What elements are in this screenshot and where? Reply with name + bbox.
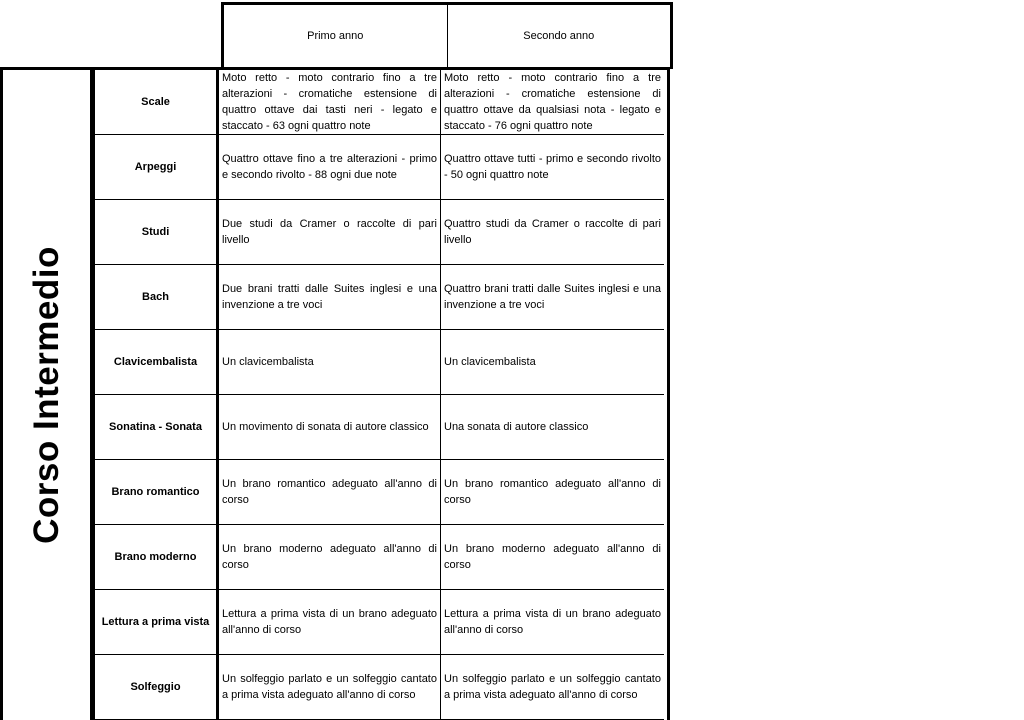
row-subject: Arpeggi xyxy=(93,135,216,200)
row-year2 xyxy=(440,525,664,590)
row-year1 xyxy=(216,200,440,265)
row-year1-text: Un brano moderno adeguato all'anno di corso xyxy=(222,543,437,571)
row-subject: Lettura a prima vista xyxy=(93,590,216,655)
row-year2-text: Quattro studi da Cramer o raccolte di pari livello xyxy=(444,218,661,246)
row-subject: Brano moderno xyxy=(93,525,216,590)
row-subject: Studi xyxy=(93,200,216,265)
row-year2 xyxy=(440,200,664,265)
row-year1 xyxy=(216,395,440,460)
row-year1 xyxy=(216,70,440,135)
row-year2-text: Un clavicembalista xyxy=(444,356,536,368)
row-year1-text: Un movimento di sonata di autore classico xyxy=(222,421,429,433)
row-subject: Scale xyxy=(93,70,216,135)
row-subject: Sonatina - Sonata xyxy=(93,395,216,460)
row-year2-text: Lettura a prima vista di un brano adeguato all'anno di corso xyxy=(444,608,661,636)
row-year2 xyxy=(440,135,664,200)
row-year2 xyxy=(440,395,664,460)
row-year2-text: Un solfeggio parlato e un solfeggio cantato a prima vista adeguato all'anno di corso xyxy=(444,673,661,701)
row-year1 xyxy=(216,265,440,330)
row-year2 xyxy=(440,460,664,525)
header-year1: Primo anno xyxy=(307,30,364,42)
row-year2-text: Un brano romantico adeguato all'anno di corso xyxy=(444,478,661,506)
curriculum-grid xyxy=(93,67,670,720)
row-year2 xyxy=(440,70,664,135)
row-subject: Clavicembalista xyxy=(93,330,216,395)
row-year2 xyxy=(440,330,664,395)
row-year2 xyxy=(440,265,664,330)
row-subject: Bach xyxy=(93,265,216,330)
row-year2-text: Moto retto - moto contrario fino a tre alterazioni - cromatiche estensione di quattro ottave da qualsiasi nota - legato e staccato - 76 ogni quattro note xyxy=(444,72,661,132)
row-year1 xyxy=(216,135,440,200)
year-header xyxy=(221,2,673,69)
row-year1 xyxy=(216,655,440,720)
row-year1-text: Lettura a prima vista di un brano adeguato all'anno di corso xyxy=(222,608,437,636)
row-year2-text: Quattro ottave tutti - primo e secondo rivolto - 50 ogni quattro note xyxy=(444,153,661,181)
row-year2-text: Quattro brani tratti dalle Suites inglesi e una invenzione a tre voci xyxy=(444,283,661,311)
course-title: Corso Intermedio xyxy=(26,246,66,544)
course-label-box xyxy=(0,67,93,720)
row-year1 xyxy=(216,460,440,525)
row-year1 xyxy=(216,525,440,590)
course-table xyxy=(0,67,670,720)
row-year1-text: Un clavicembalista xyxy=(222,356,314,368)
row-year2-text: Una sonata di autore classico xyxy=(444,421,589,433)
row-year1-text: Due studi da Cramer o raccolte di pari livello xyxy=(222,218,437,246)
row-year1-text: Quattro ottave fino a tre alterazioni - primo e secondo rivolto - 88 ogni due note xyxy=(222,153,437,181)
row-year2-text: Un brano moderno adeguato all'anno di corso xyxy=(444,543,661,571)
header-year2: Secondo anno xyxy=(447,5,671,67)
row-year1 xyxy=(216,330,440,395)
row-subject: Brano romantico xyxy=(93,460,216,525)
row-year1-text: Due brani tratti dalle Suites inglesi e una invenzione a tre voci xyxy=(222,283,437,311)
row-year1-text: Un solfeggio parlato e un solfeggio cantato a prima vista adeguato all'anno di corso xyxy=(222,673,437,701)
row-year2 xyxy=(440,655,664,720)
row-year1-text: Un brano romantico adeguato all'anno di corso xyxy=(222,478,437,506)
row-year1 xyxy=(216,590,440,655)
row-year2 xyxy=(440,590,664,655)
row-year1-text: Moto retto - moto contrario fino a tre alterazioni - cromatiche estensione di quattro ottave dai tasti neri - legato e staccato - 63 ogni quattro note xyxy=(222,72,437,132)
row-subject: Solfeggio xyxy=(93,655,216,720)
